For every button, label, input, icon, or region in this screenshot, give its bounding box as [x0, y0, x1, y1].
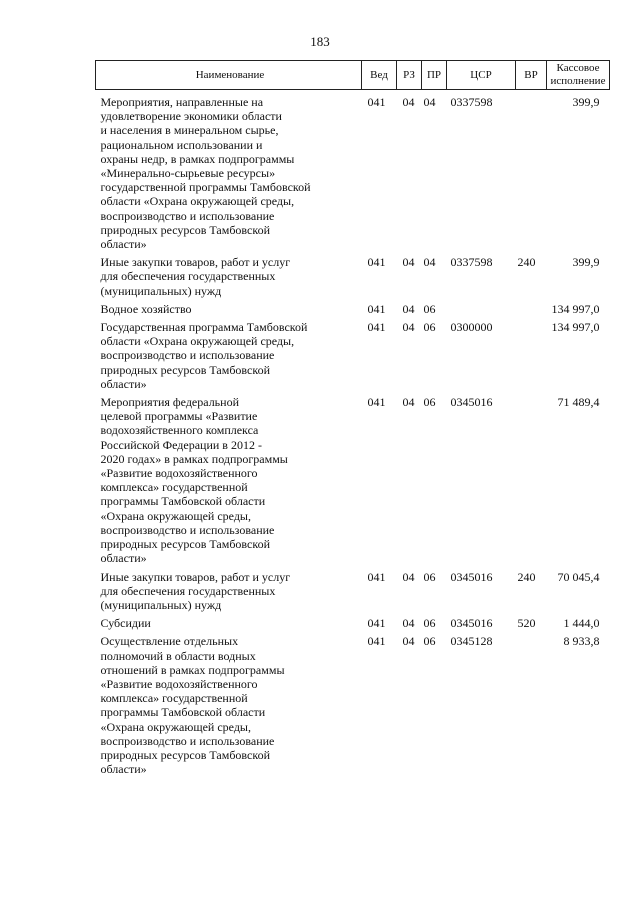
row-csr: 0345128 [450, 634, 493, 649]
row-vr [516, 90, 547, 256]
row-rz: 04 [402, 569, 415, 584]
row-ved: 041 [367, 395, 386, 410]
row-csr: 0345016 [450, 616, 493, 631]
row-amount: 70 045,4 [557, 569, 600, 584]
row-name [96, 570, 362, 617]
row-vr [516, 395, 547, 569]
header-name: Наименование [96, 61, 362, 90]
header-pr: ПР [422, 61, 447, 90]
row-vr [516, 320, 547, 395]
row-pr: 06 [423, 634, 436, 649]
row-pr: 04 [423, 95, 436, 109]
row-name-text: Иные закупки товаров, работ и услуг для обеспечения государственных (муниципальных) нужд [100, 569, 291, 612]
table-row [96, 90, 610, 256]
budget-table [95, 60, 610, 780]
row-name-text: Мероприятия федеральной целевой программы «Развитие водохозяйственного комплекса Российской Федерации в 2012 - 2020 годах» в рамках подпрограммы «Развитие водохозяйственного комплекса» государственной программы Тамбовской области «Охрана окружающей среды, воспроизводство и использование природных ресурсов Тамбовской области» [100, 395, 288, 566]
row-amount: 399,9 [572, 255, 600, 270]
row-vr [516, 302, 547, 320]
row-name-text: Иные закупки товаров, работ и услуг для обеспечения государственных (муниципальных) нужд [100, 255, 291, 298]
row-vr: 240 [517, 569, 536, 584]
table-row [96, 255, 610, 302]
row-name-text: Осуществление отдельных полномочий в области водных отношений в рамках подпрограммы «Развитие водохозяйственного комплекса» государственной программы Тамбовской области «Охрана окружающей среды, воспроизводство и использование природных ресурсов Тамбовской области» [100, 634, 285, 777]
table-body [96, 90, 610, 781]
row-csr: 0337598 [450, 95, 493, 109]
row-amount: 134 997,0 [551, 301, 600, 316]
table-header-row [96, 61, 610, 90]
row-name [96, 395, 362, 569]
header-amount: Кассовое исполнение [547, 61, 610, 90]
row-amount: 134 997,0 [551, 320, 600, 335]
row-name [96, 634, 362, 780]
row-name [96, 255, 362, 302]
row-rz: 04 [402, 616, 415, 631]
row-rz: 04 [402, 320, 415, 335]
row-ved: 041 [367, 95, 386, 109]
row-name-text: Мероприятия, направленные на удовлетворение экономики области и населения в минеральном сырье, рациональном использовании и охраны недр, в рамках подпрограммы «Минерально-сырьевые ресурсы» государственной программы Тамбовской области «Охрана окружающей среды, воспроизводство и использование природных ресурсов Тамбовской области» [100, 95, 311, 252]
row-csr: 0300000 [450, 320, 493, 335]
row-ved: 041 [367, 255, 386, 270]
row-amount: 399,9 [572, 95, 600, 109]
row-csr: 0337598 [450, 255, 493, 270]
header-ved: Вед [362, 61, 397, 90]
row-pr: 06 [423, 395, 436, 410]
row-rz: 04 [402, 301, 415, 316]
header-vr: ВР [516, 61, 547, 90]
row-rz: 04 [402, 255, 415, 270]
row-csr: 0345016 [450, 395, 493, 410]
row-vr: 240 [517, 255, 536, 270]
row-csr [447, 302, 516, 320]
row-pr: 06 [423, 569, 436, 584]
header-csr: ЦСР [447, 61, 516, 90]
row-ved: 041 [367, 616, 386, 631]
row-name [96, 320, 362, 395]
row-pr: 04 [423, 255, 436, 270]
row-ved: 041 [367, 634, 386, 649]
row-pr: 06 [423, 616, 436, 631]
table-row [96, 570, 610, 617]
header-rz: РЗ [397, 61, 422, 90]
row-name-text: Субсидии [100, 616, 151, 631]
row-amount: 1 444,0 [563, 616, 600, 631]
table-row [96, 395, 610, 569]
row-name [96, 90, 362, 256]
row-amount: 71 489,4 [557, 395, 600, 410]
row-ved: 041 [367, 301, 386, 316]
table-row [96, 634, 610, 780]
row-name [96, 302, 362, 320]
row-amount: 8 933,8 [563, 634, 600, 649]
row-pr: 06 [423, 301, 436, 316]
table-row [96, 616, 610, 634]
table-row [96, 320, 610, 395]
row-vr [516, 634, 547, 780]
row-name-text: Водное хозяйство [100, 301, 192, 316]
row-ved: 041 [367, 320, 386, 335]
row-csr: 0345016 [450, 569, 493, 584]
row-rz: 04 [402, 95, 415, 109]
row-name [96, 616, 362, 634]
row-ved: 041 [367, 569, 386, 584]
row-rz: 04 [402, 634, 415, 649]
page-number: 183 [310, 34, 330, 49]
row-vr: 520 [517, 616, 536, 631]
row-rz: 04 [402, 395, 415, 410]
row-name-text: Государственная программа Тамбовской области «Охрана окружающей среды, воспроизводство и использование природных ресурсов Тамбовской области» [100, 320, 308, 391]
row-pr: 06 [423, 320, 436, 335]
table-row [96, 302, 610, 320]
